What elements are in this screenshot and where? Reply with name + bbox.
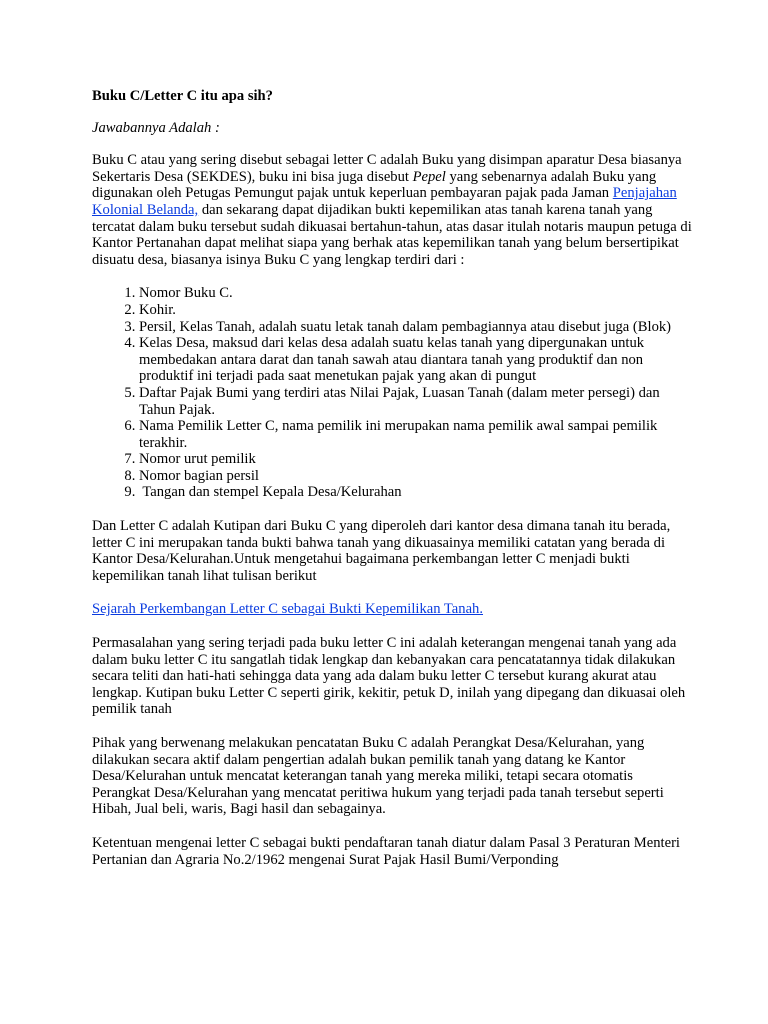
paragraph-intro-part-b: yang sebenarnya adalah Buku yang digunakan oleh Petugas Pemungut pajak untuk keperluan pembayaran pajak pada Jaman bbox=[92, 168, 657, 202]
document-body bbox=[92, 88, 692, 885]
paragraph-ketentuan: Ketentuan mengenai letter C sebagai bukti pendaftaran tanah diatur dalam Pasal 3 Peraturan Menteri Pertanian dan Agraria No.2/1962 mengenai Surat Pajak Hasil Bumi/Verponding bbox=[92, 834, 680, 868]
list-item: 6. Nama Pemilik Letter C, nama pemilik ini merupakan nama pemilik awal sampai pemilik terakhir. bbox=[139, 418, 692, 451]
paragraph-intro bbox=[92, 152, 692, 268]
buku-c-contents-list bbox=[92, 285, 692, 501]
list-item: 7. Nomor urut pemilik bbox=[139, 451, 692, 468]
link-sejarah-perkembangan[interactable]: Sejarah Perkembangan Letter C sebagai Bukti Kepemilikan Tanah. bbox=[92, 601, 483, 618]
list-item-kelas-desa bbox=[139, 335, 692, 385]
link-penjajahan-kolonial[interactable]: Penjajahan Kolonial Belanda, bbox=[92, 185, 677, 218]
list-item: 9. Tangan dan stempel Kepala Desa/Kelurahan bbox=[139, 484, 692, 501]
document-heading: Buku C/Letter C itu apa sih? bbox=[92, 88, 273, 104]
list-item-text: Kelas Desa, maksud dari kelas desa adalah suatu kelas tanah yang dipergunakan untuk bbox=[139, 335, 645, 352]
paragraph-permasalahan: Permasalahan yang sering terjadi pada buku letter C ini adalah keterangan mengenai tanah yang ada dalam buku letter C itu sangatlah tidak lengkap dan kebanyakan cara pencatatannya tidak dilakukan secara teliti dan hati-hati sehingga data yang ada dalam buku letter C tersebut kurang akurat atau lengkap. Kutipan buku Letter C seperti girik, kekitir, petuk D, inilah yang dipegang dan dikuasai oleh pemilik tanah bbox=[92, 635, 686, 718]
list-item-continuation: membedakan antara darat dan tanah sawah atau diantara tanah yang produktif dan non produktif ini terjadi pada saat menetukan pajak yang akan di pungut bbox=[139, 351, 644, 385]
paragraph-intro-part-a: Buku C atau yang sering disebut sebagai letter C adalah Buku yang disimpan aparatur Desa biasanya Sekertaris Desa (SEKDES), buku ini bisa juga disebut bbox=[92, 152, 682, 185]
italic-term-pepel: Pepel bbox=[412, 168, 446, 185]
paragraph-letter-c: Dan Letter C adalah Kutipan dari Buku C yang diperoleh dari kantor desa dimana tanah itu berada, letter C ini merupakan tanda bukti bahwa tanah yang dikuasainya memiliki catatan yang berada di Kantor Desa/Kelurahan.Untuk mengetahui bagaimana perkembangan letter C menjadi bukti kepemilikan tanah lihat tulisan berikut bbox=[92, 518, 671, 584]
list-item: 8. Nomor bagian persil bbox=[139, 468, 692, 485]
list-item: 2. Kohir. bbox=[139, 302, 692, 319]
list-item: 5. Daftar Pajak Bumi yang terdiri atas Nilai Pajak, Luasan Tanah (dalam meter persegi) dan Tahun Pajak. bbox=[139, 385, 692, 418]
paragraph-intro-part-c: dan sekarang dapat dijadikan bukti kepemilikan atas tanah karena tanah yang tercatat dalam buku tersebut sudah dikuasai bertahun-tahun, atas dasar itulah notaris maupun petuga di Kantor Pertanahan dapat melihat siapa yang berhak atas kepemilikan tanah yang belum bersertipikat disuatu desa, biasanya isinya Buku C yang lengkap terdiri dari : bbox=[92, 201, 692, 268]
paragraph-pihak-berwenang: Pihak yang berwenang melakukan pencatatan Buku C adalah Perangkat Desa/Kelurahan, yang dilakukan secara aktif dalam pengertian adalah bukan pemilik tanah yang datang ke Kantor Desa/Kelurahan untuk mencatat keterangan tanah yang mereka miliki, tetapi secara otomatis Perangkat Desa/Kelurahan yang mencatat peritiwa hukum yang terjadi pada tanah tersebut seperti Hibah, Jual beli, waris, Bagi hasil dan sebagainya. bbox=[92, 735, 664, 818]
list-item: 3. Persil, Kelas Tanah, adalah suatu letak tanah dalam pembagiannya atau disebut juga (Blok) bbox=[139, 319, 692, 336]
list-item: 1. Nomor Buku C. bbox=[139, 285, 692, 302]
subheading: Jawabannya Adalah : bbox=[92, 119, 220, 136]
link-paragraph bbox=[92, 601, 692, 618]
